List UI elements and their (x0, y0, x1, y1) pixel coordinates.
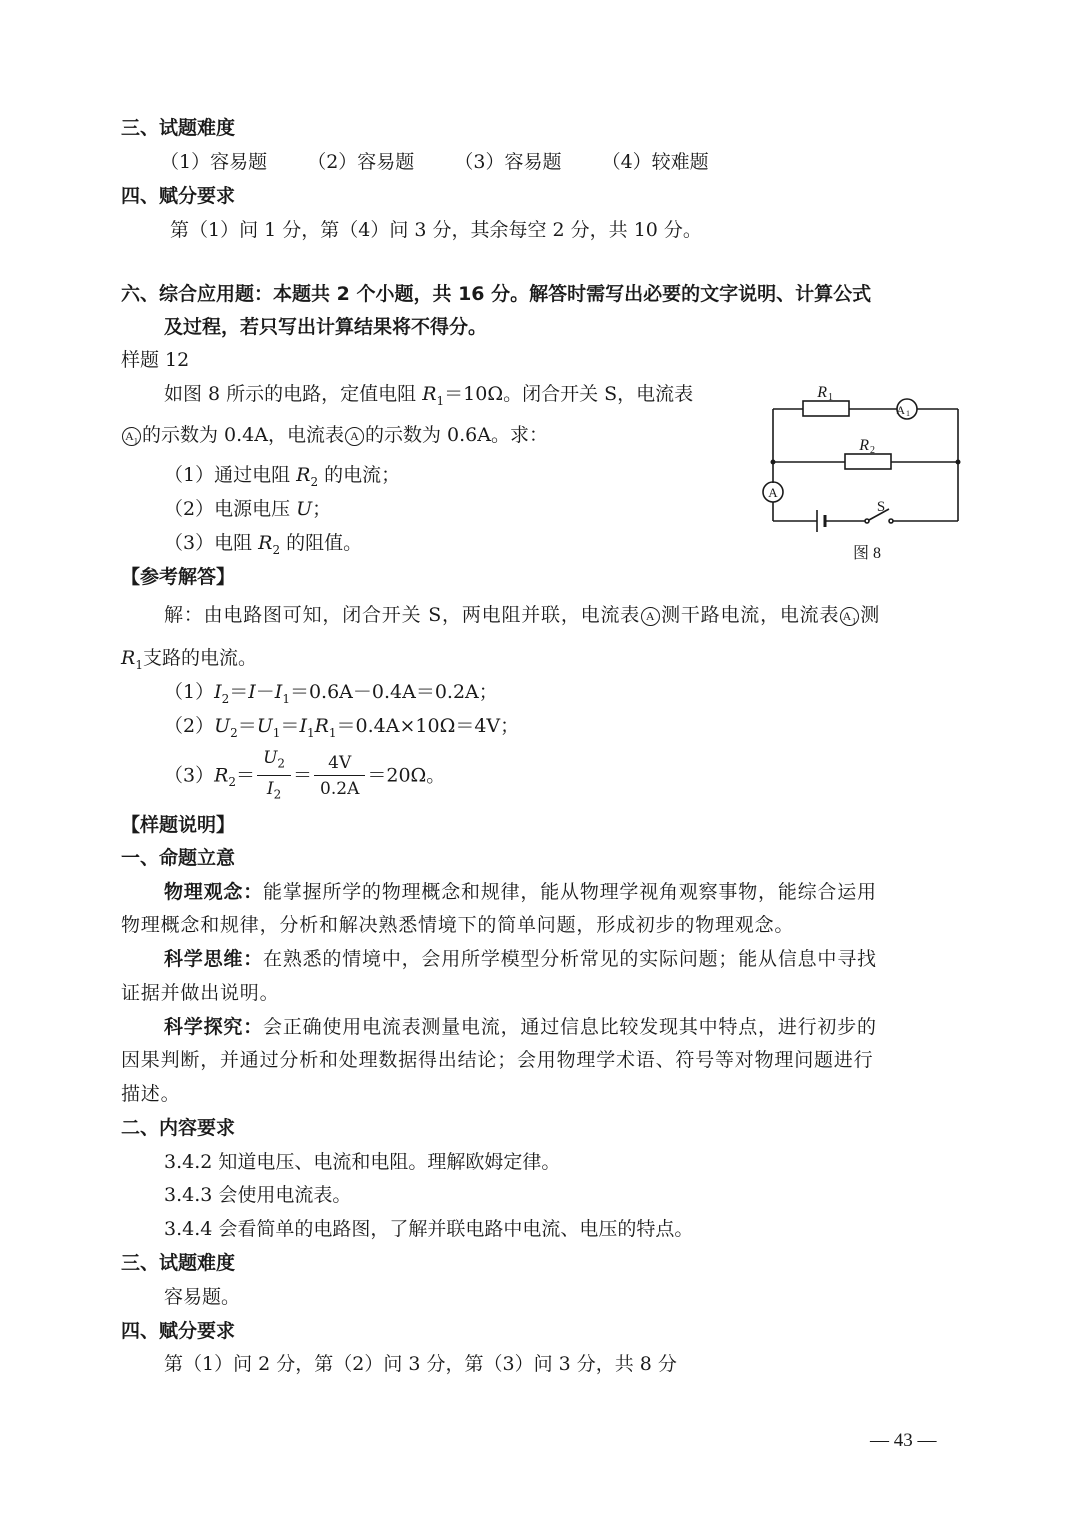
symbol-r: R (296, 464, 311, 486)
ammeter-a1-icon (122, 427, 141, 446)
symbol-i: I (266, 779, 274, 800)
answer-label: （1） (164, 681, 215, 703)
resistor-r2 (845, 454, 891, 469)
explain-h3: 三、试题难度 (121, 1252, 236, 1274)
subscript: 1 (135, 657, 143, 672)
label-r2-sub: 2 (870, 445, 875, 456)
meter-a-letter: A (768, 485, 778, 500)
answer-label: （3） (164, 764, 215, 787)
fraction-denominator: 0.2A (320, 779, 360, 800)
switch-contact (889, 519, 893, 523)
difficulty-item: （1）容易题 (160, 151, 268, 173)
scoring-heading-prev: 四、赋分要求 (121, 185, 236, 207)
question-3 (164, 531, 362, 562)
circuit-diagram (755, 380, 970, 565)
content-req-1: 3.4.2 知道电压、电流和电阻。理解欧姆定律。 (164, 1151, 561, 1173)
ammeter-letter: A (842, 609, 853, 623)
symbol-u: U (256, 715, 273, 737)
q-text: ； (312, 498, 332, 520)
section6-heading-line1: 六、综合应用题：本题共 2 个小题，共 16 分。解答时需写出必要的文字说明、计算公式 (121, 283, 872, 305)
label-r2: R (859, 437, 869, 454)
page-number: — 43 — (870, 1430, 937, 1451)
ammeter-a-icon: A (641, 607, 660, 626)
question-stem-line1 (164, 382, 693, 413)
stem-text: 的示数为 0.6A。求： (364, 424, 548, 446)
explain-h2: 二、内容要求 (121, 1117, 236, 1139)
stem-text: 如图 8 所示的电路，定值电阻 (164, 383, 423, 405)
fraction-numerator: 4V (314, 753, 365, 776)
answer-text: 测 (860, 604, 881, 626)
answer-eq: ＝0.6A－0.4A＝0.2A； (289, 681, 498, 703)
ammeter-a1-icon (840, 607, 859, 626)
content-req-3: 3.4.4 会看简单的电路图，了解并联电路中电流、电压的特点。 (164, 1218, 694, 1240)
p-text: 能掌握所学的物理概念和规律，能从物理学视角观察事物，能综合运用 (263, 881, 877, 903)
symbol-i: I (214, 681, 222, 703)
p-label: 科学探究： (164, 1016, 264, 1038)
stem-text: 的示数为 0.4A，电流表 (142, 424, 344, 446)
question-2 (164, 497, 331, 521)
subscript: 1 (282, 691, 290, 706)
junction-dot (771, 460, 776, 465)
explain-p3-line1 (164, 1015, 877, 1039)
question-stem-line2 (121, 423, 548, 447)
explain-p1-line2: 物理概念和规律，分析和解决熟悉情境下的简单问题，形成初步的物理观念。 (121, 914, 795, 936)
symbol-r: R (121, 647, 136, 669)
symbol-r: R (258, 532, 273, 554)
explain-p2-line1 (164, 947, 877, 971)
label-r1: R (817, 384, 827, 401)
answer-text: 测干路电流，电流表 (661, 604, 840, 626)
symbol-r: R (214, 764, 229, 787)
answer-line2 (121, 646, 257, 677)
ammeter-a-icon: A (345, 427, 364, 446)
label-switch: S (876, 499, 886, 515)
symbol-i: I (299, 715, 307, 737)
subscript: 1 (272, 725, 281, 740)
symbol-i: I (248, 681, 256, 703)
q-text: 的电流； (318, 464, 401, 486)
explain-p1-line1 (164, 880, 877, 904)
answer-heading: 【参考解答】 (121, 566, 236, 588)
symbol-u: U (296, 498, 313, 520)
symbol-r: R (314, 715, 329, 737)
ammeter-letter: A (125, 429, 134, 443)
switch-contact (865, 519, 869, 523)
answer-line1 (164, 603, 880, 627)
answer-eq: ＝0.4A×10Ω＝4V； (336, 715, 520, 737)
p-label: 科学思维： (164, 948, 264, 970)
subscript: 1 (852, 616, 857, 626)
symbol-u: U (263, 748, 278, 768)
subscript: 2 (272, 542, 281, 557)
subscript: 2 (310, 474, 319, 489)
answer-3: $(3)R_2=$ $\frac{U_2}{I_2}$ ＝ $\frac{4V}{0.2A}$ ＝20Ω。 (164, 748, 445, 806)
explain-h1: 一、命题立意 (121, 847, 236, 869)
scoring-text: 第（1）问 2 分，第（2）问 3 分，第（3）问 3 分，共 8 分 (164, 1353, 677, 1375)
figure-caption: 图 8 (852, 545, 882, 562)
difficulty-item: （2）容易题 (307, 151, 415, 173)
subscript: 2 (221, 691, 230, 706)
sample-title: 样题 12 (121, 349, 190, 371)
symbol-i: I (274, 681, 283, 703)
subscript: 1 (306, 725, 315, 740)
q-text: （3）电阻 (164, 532, 259, 554)
subscript: 2 (230, 725, 238, 740)
p-text: 会正确使用电流表测量电流，通过信息比较发现其中特点，进行初步的 (263, 1016, 877, 1038)
stem-text: ＝10Ω。闭合开关 S，电流表 (444, 383, 694, 405)
subscript: 1 (436, 393, 445, 408)
answer-text: 支路的电流。 (142, 647, 257, 669)
symbol-r: R (422, 383, 437, 405)
symbol-u: U (214, 715, 231, 737)
difficulty-items-prev (160, 150, 709, 174)
answer-text: 解：由电路图可知，闭合开关 S，两电阻并联，电流表 (164, 604, 641, 626)
difficulty-text: 容易题。 (164, 1286, 241, 1308)
subscript: 1 (133, 436, 138, 446)
subscript: 2 (277, 756, 286, 771)
difficulty-heading-prev: 三、试题难度 (121, 117, 236, 139)
p-text: 在熟悉的情境中，会用所学模型分析常见的实际问题；能从信息中寻找 (263, 948, 877, 970)
meter-a1-sub: 1 (906, 409, 910, 418)
explain-h4: 四、赋分要求 (121, 1320, 236, 1342)
question-1 (164, 463, 400, 494)
explain-p3-line3: 描述。 (121, 1083, 181, 1105)
q-text: （1）通过电阻 (164, 464, 297, 486)
q-text: 的阻值。 (280, 532, 363, 554)
junction-dot (956, 460, 961, 465)
subscript: 2 (228, 775, 237, 790)
meter-a1-letter: A (896, 403, 905, 417)
explain-p2-line2: 证据并做出说明。 (121, 982, 280, 1004)
q-text: （2）电源电压 (164, 498, 297, 520)
fraction-u2-i2 (257, 748, 291, 805)
difficulty-item: （3）容易题 (454, 151, 562, 173)
resistor-r1 (803, 401, 849, 416)
label-r1-sub: 1 (828, 392, 833, 403)
explain-p3-line2: 因果判断，并通过分析和处理数据得出结论；会用物理学术语、符号等对物理问题进行 (121, 1049, 874, 1071)
p-label: 物理观念： (164, 881, 264, 903)
content-req-2: 3.4.3 会使用电流表。 (164, 1184, 352, 1206)
subscript: 2 (273, 787, 282, 802)
difficulty-item: （4）较难题 (601, 151, 709, 173)
scoring-text-prev: 第（1）问 1 分，第（4）问 3 分，其余每空 2 分，共 10 分。 (170, 219, 702, 241)
section6-heading-line2: 及过程，若只写出计算结果将不得分。 (164, 316, 488, 338)
answer-1: $(1)I_2=I-I_1=0.6A-0.4A=0.2A$； (164, 681, 498, 706)
explain-heading: 【样题说明】 (121, 814, 236, 836)
subscript: 1 (328, 725, 337, 740)
answer-eq: ＝20Ω。 (367, 764, 446, 787)
fraction-values (314, 753, 365, 799)
answer-2: $(2)U_2=U_1=I_1R_1=0.4A\times 10\Omega=4V$； (164, 715, 520, 740)
answer-label: （2） (164, 715, 215, 737)
